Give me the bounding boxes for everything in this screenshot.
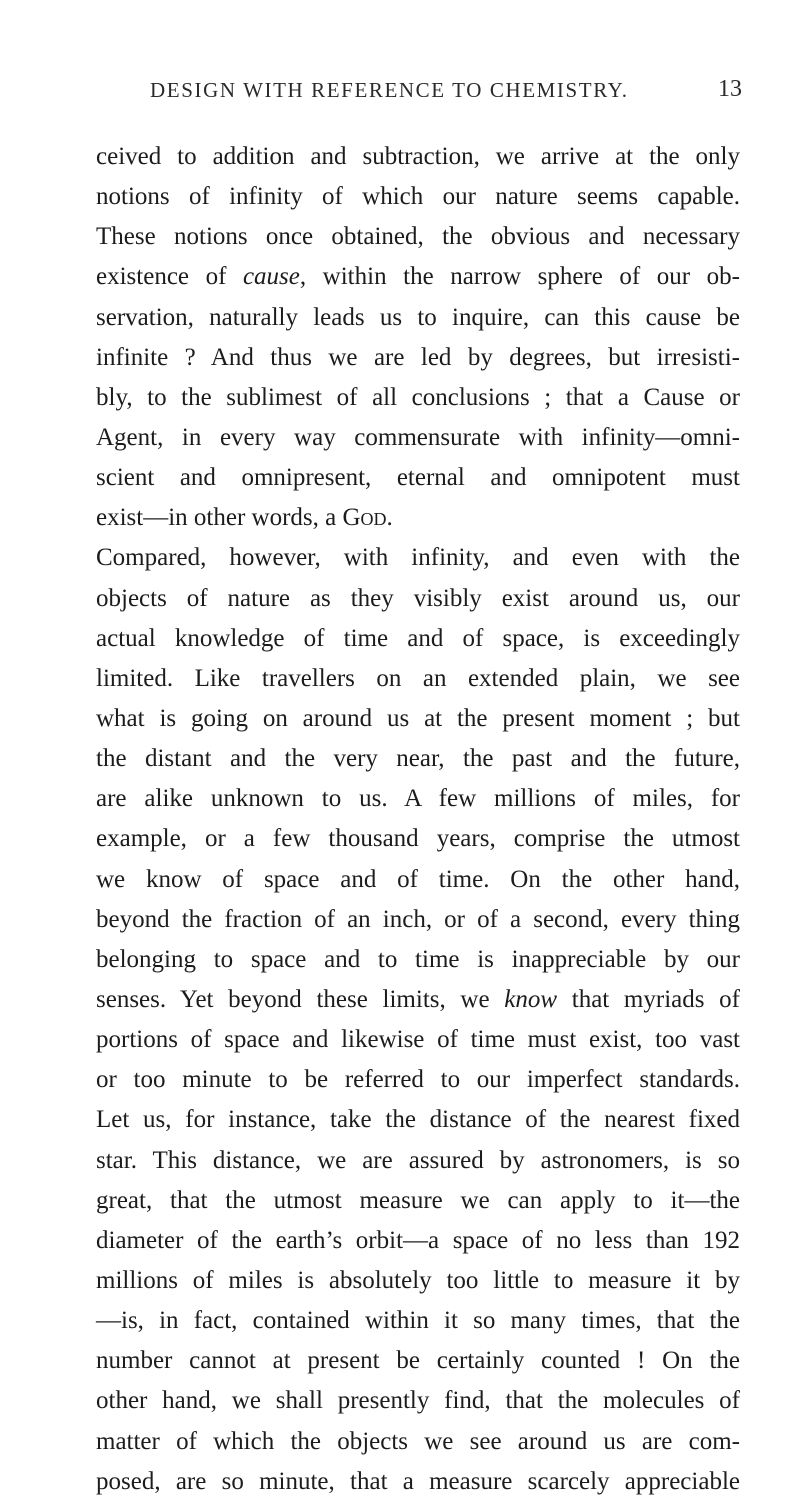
italic-emphasis: know [504,985,558,1013]
text-segment: beyond the fraction of an inch, or of a second, every thing [96,905,740,933]
text-line [96,940,740,980]
text-segment: portions of space and likewise of time must exist, too vast [96,1026,740,1054]
running-head: DESIGN WITH REFERENCE TO CHEMISTRY. [150,78,629,102]
text-line [96,1381,740,1421]
text-line [96,819,740,859]
text-line [96,900,740,940]
text-line [96,378,740,418]
text-line [96,1221,740,1261]
text-segment: belonging to space and to time is inappreciable by our [96,945,740,973]
text-segment: , within the narrow sphere of our ob- [299,263,740,291]
text-segment: star. This distance, we are assured by astronomers, is so [96,1146,740,1174]
text-line [96,137,740,177]
text-segment: senses. Yet beyond these limits, we [96,985,505,1013]
text-segment: Agent, in every way commensurate with infinity—omni- [96,423,740,451]
text-line [96,619,740,659]
text-line [96,458,740,498]
body-text [96,137,740,1502]
text-segment: or too minute to be referred to our imperfect standards. [96,1066,740,1094]
text-line [96,1020,740,1060]
text-line [96,1141,740,1181]
text-segment: other hand, we shall presently find, that the molecules of [96,1387,740,1415]
text-line [96,579,740,619]
text-segment: Let us, for instance, take the distance of the nearest fixed [96,1106,740,1134]
text-segment: are alike unknown to us. A few millions of miles, for [96,785,740,813]
text-segment: servation, naturally leads us to inquire, can this cause be [96,303,740,331]
text-line [96,298,740,338]
text-line [96,699,740,739]
text-segment: millions of miles is absolutely too little to measure it by [96,1266,740,1294]
text-segment: limited. Like travellers on an extended plain, we see [96,664,740,692]
text-segment: bly, to the sublimest of all conclusions ; that a Cause or [96,383,740,411]
text-line [96,338,740,378]
text-segment: existence of [96,263,243,291]
small-caps-word: God [342,504,387,532]
text-segment: that myriads of [557,985,740,1013]
text-segment: the distant and the very near, the past and the future, [96,745,740,773]
text-line [96,498,740,538]
text-line [96,779,740,819]
text-line [96,1100,740,1140]
text-segment: example, or a few thousand years, comprise the utmost [96,825,740,853]
text-line [96,860,740,900]
text-line [96,177,740,217]
text-line [96,538,740,578]
text-segment: what is going on around us at the present moment ; but [96,704,740,732]
text-line [96,739,740,779]
text-segment: diameter of the earth’s orbit—a space of no less than 192 [96,1226,740,1254]
text-segment: exist—in other words, a [96,504,343,532]
text-line [96,980,740,1020]
text-segment: —is, in fact, contained within it so many times, that the [96,1307,740,1335]
text-segment: infinite ? And thus we are led by degrees, but irresisti- [96,343,740,371]
text-segment: These notions once obtained, the obvious and necessary [96,223,740,251]
text-segment: matter of which the objects we see around us are com- [96,1427,740,1455]
text-segment: ceived to addition and subtraction, we arrive at the only [96,143,740,170]
text-segment: number cannot at present be certainly counted ! On the [96,1347,740,1375]
text-segment: posed, are so minute, that a measure scarcely appreciable [96,1467,740,1495]
text-segment: notions of infinity of which our nature seems capable. [96,183,740,211]
text-line [96,1422,740,1462]
text-line [96,659,740,699]
text-line [96,1341,740,1381]
text-line [96,418,740,458]
text-segment: . [386,504,393,532]
text-line [96,1301,740,1341]
text-line [96,1060,740,1100]
text-line [96,1181,740,1221]
text-segment: objects of nature as they visibly exist around us, our [96,584,740,612]
text-segment: scient and omnipresent, eternal and omnipotent must [96,464,740,492]
italic-emphasis: cause [242,263,300,291]
text-segment: Compared, however, with infinity, and even with the [96,544,740,572]
text-line [96,1261,740,1301]
page-number: 13 [718,76,742,102]
text-segment: we know of space and of time. On the other hand, [96,865,740,893]
text-segment: great, that the utmost measure we can apply to it—the [96,1186,740,1214]
text-segment: actual knowledge of time and of space, is exceedingly [96,624,740,652]
text-line [96,257,740,297]
text-line [96,1462,740,1502]
text-line [96,217,740,257]
